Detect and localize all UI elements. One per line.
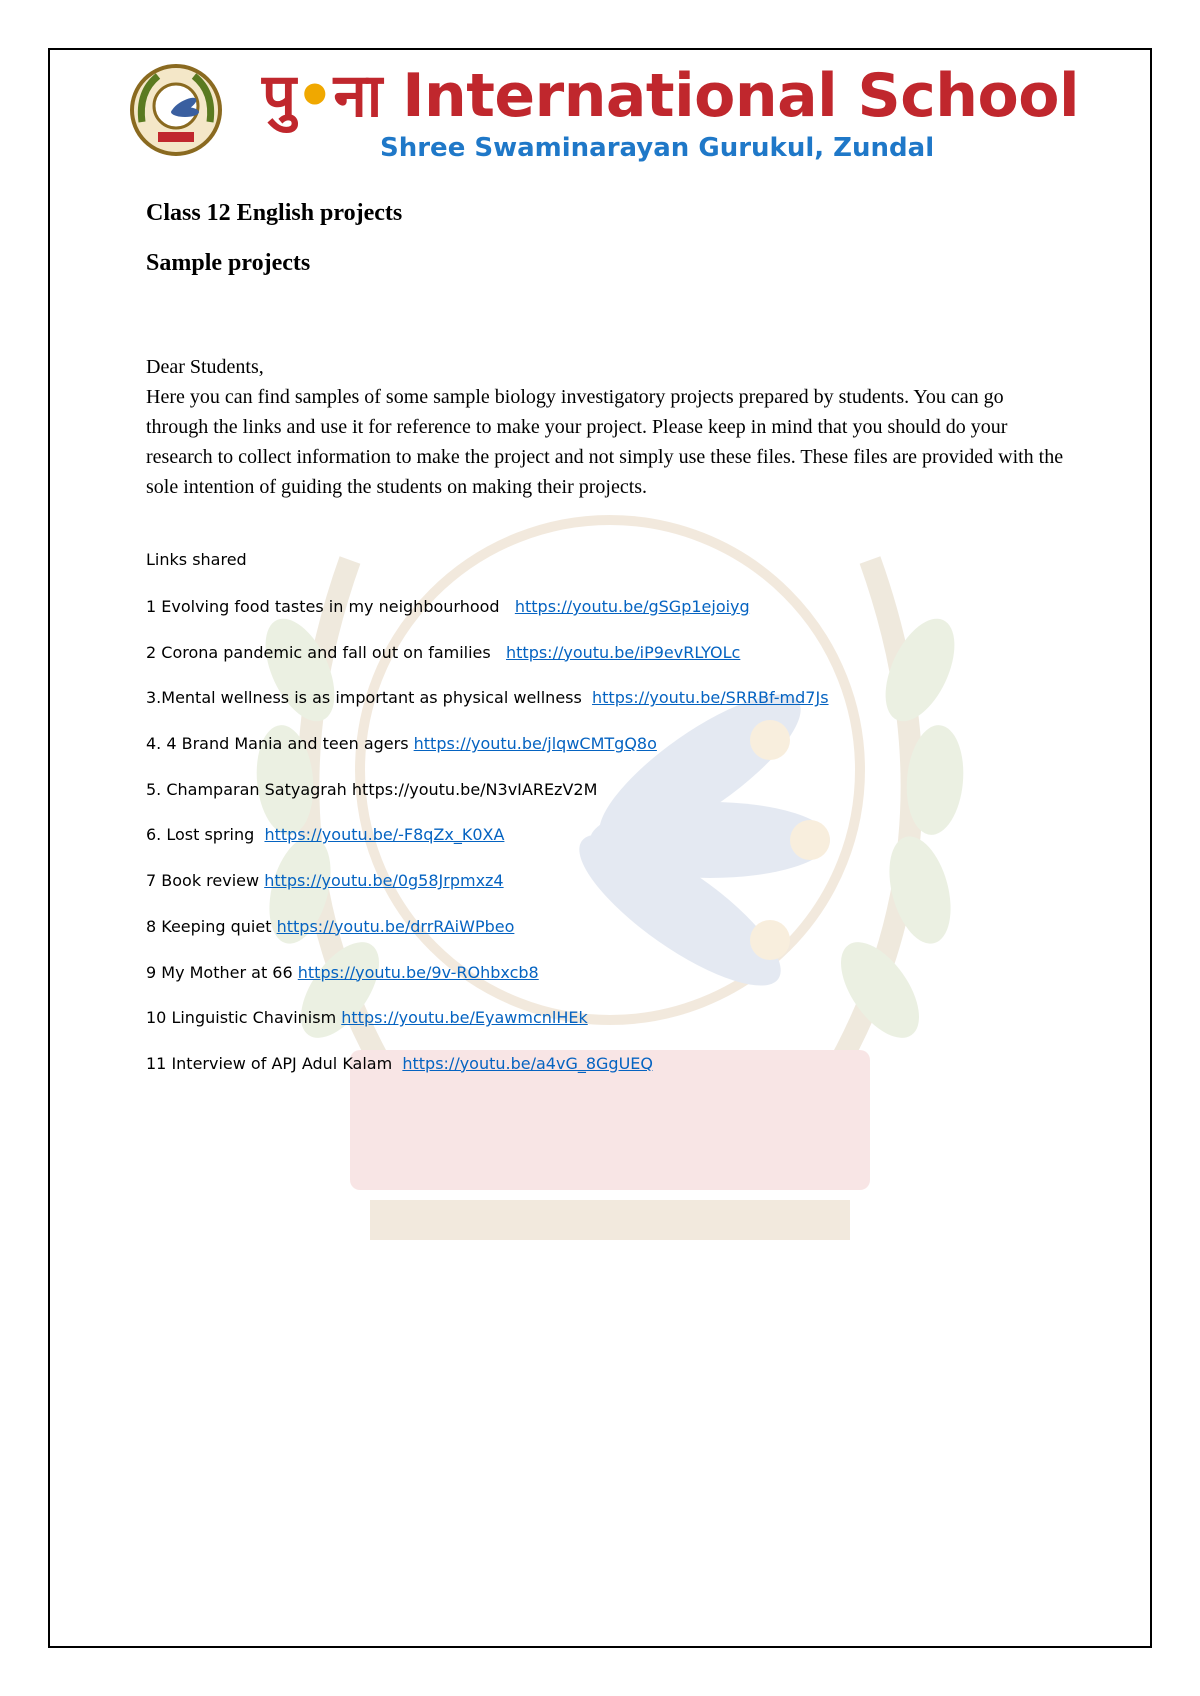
link-label: 2 Corona pandemic and fall out on families [146,642,491,662]
school-name-english: International School [402,61,1080,131]
list-item [146,687,1046,733]
link-url[interactable]: https://youtu.be/gSGp1ejoiyg [514,597,750,616]
links-list [146,596,1046,1099]
school-logo [128,62,224,158]
list-item [146,870,1046,916]
link-url[interactable]: https://youtu.be/SRRBf-md7Js [592,688,829,708]
letter-greeting: Dear Students, [146,356,264,378]
school-name-devanagari-1: पु [262,61,296,131]
list-item [146,824,1046,870]
link-label: 5. Champaran Satyagrah [146,779,347,799]
school-name [262,56,1079,136]
list-item [146,1007,1046,1053]
list-item [146,916,1046,962]
link-label: 11 Interview of APJ Adul Kalam [146,1053,393,1073]
list-item [146,1053,1046,1099]
school-name-devanagari-2: ना [333,61,382,131]
page-subtitle: Sample projects [146,250,311,276]
link-label: 7 Book review [146,871,260,891]
links-label: Links shared [146,550,247,569]
link-label: 4. 4 Brand Mania and teen agers [146,734,409,754]
school-subtitle: Shree Swaminarayan Gurukul, Zundal [380,133,935,163]
link-url[interactable]: https://youtu.be/iP9evRLYOLc [506,642,741,662]
link-label: 6. Lost spring [146,825,255,845]
school-name-dot-mark: • [295,61,334,131]
link-label: 1 Evolving food tastes in my neighbourhood [146,597,500,616]
link-url[interactable]: https://youtu.be/drrRAiWPbeo [276,916,515,936]
link-url[interactable]: https://youtu.be/9v-ROhbxcb8 [297,962,539,982]
link-label: 3.Mental wellness is as important as physical wellness [146,688,582,708]
link-url[interactable]: https://youtu.be/-F8qZx_K0XA [264,825,505,845]
list-item [146,779,1046,825]
letter-text [146,352,1066,502]
link-url[interactable]: https://youtu.be/0g58Jrpmxz4 [264,871,504,891]
list-item [146,733,1046,779]
link-url-plain: https://youtu.be/N3vIAREzV2M [351,779,598,799]
list-item [146,642,1046,688]
list-item [146,962,1046,1008]
link-label: 8 Keeping quiet [146,916,272,936]
link-url[interactable]: https://youtu.be/EyawmcnlHEk [341,1008,588,1028]
page-title: Class 12 English projects [146,200,403,226]
list-item [146,596,1046,642]
link-url[interactable]: https://youtu.be/jlqwCMTgQ8o [413,734,657,754]
letter-body: Here you can find samples of some sample biology investigatory projects prepared by students. You can go through the links and use it for reference to make your project. Please keep in mind that you should do your research to collect information to make the project and not simply use these files. These files are provided with the sole intention of guiding the students on making their projects. [146,386,1064,498]
link-label: 9 My Mother at 66 [146,962,293,982]
link-label: 10 Linguistic Chavinism [146,1008,337,1028]
link-url[interactable]: https://youtu.be/a4vG_8GgUEQ [402,1053,653,1073]
